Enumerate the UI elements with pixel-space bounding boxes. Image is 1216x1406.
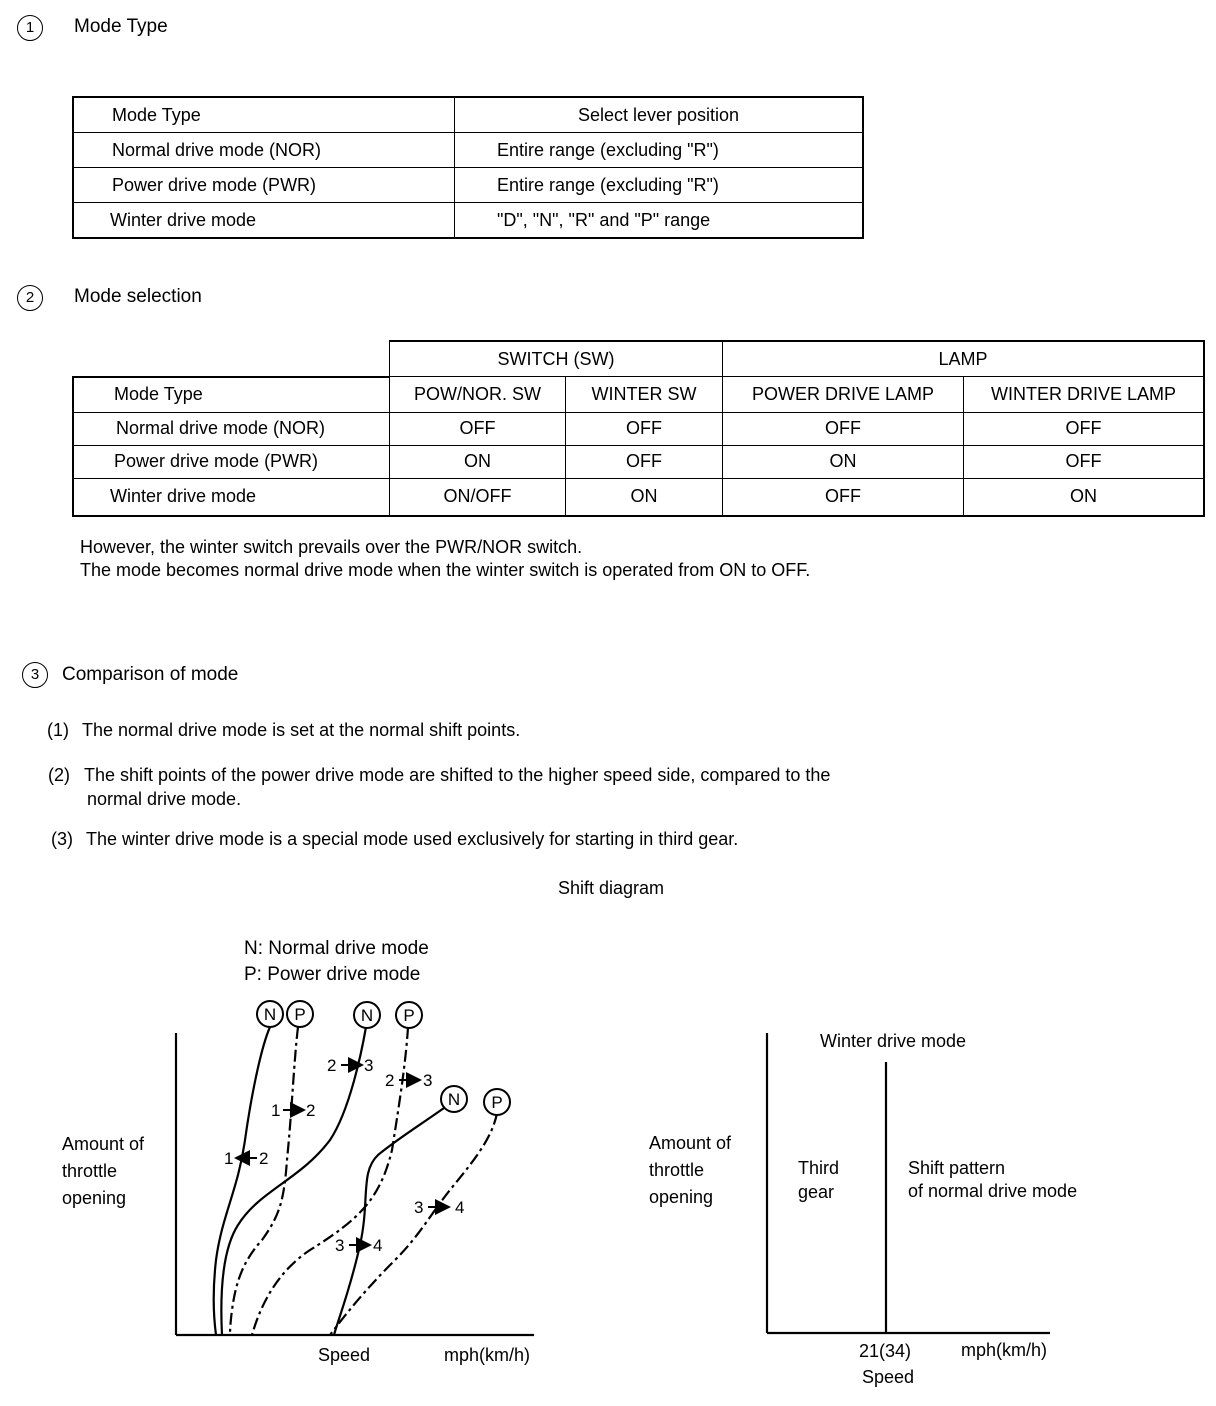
legend-power: P: Power drive mode (244, 964, 421, 985)
note-mode-becomes-normal: The mode becomes normal drive mode when the winter switch is operated from ON to OFF. (80, 560, 811, 580)
left-ylabel-line2: throttle (62, 1161, 118, 1181)
svg-text:3: 3 (364, 1056, 374, 1075)
svg-text:4: 4 (455, 1198, 465, 1217)
svg-text:N: N (447, 1090, 461, 1109)
section-number-1: 1 (17, 15, 43, 41)
cell-value: ON (566, 478, 723, 516)
svg-text:3: 3 (414, 1198, 424, 1217)
cell-lever: Entire range (excluding "R") (455, 168, 864, 203)
cell-value: OFF (723, 478, 964, 516)
section-title-mode-type: Mode Type (74, 16, 168, 37)
cell-value: OFF (566, 412, 723, 445)
cell-mode: Normal drive mode (NOR) (73, 412, 390, 445)
list-item-num: (1) (47, 720, 69, 740)
region-shift-pattern-line1: Shift pattern (908, 1158, 1006, 1178)
section-title-mode-selection: Mode selection (74, 286, 202, 307)
marker-n-3 (441, 1086, 467, 1112)
shift-label-1-2-power (271, 1101, 315, 1120)
svg-text:N: N (360, 1006, 374, 1025)
section-title-comparison: Comparison of mode (62, 664, 239, 685)
left-xlabel: Speed (318, 1345, 371, 1365)
cell-value: ON (723, 445, 964, 478)
shift-label-2-3-power (385, 1071, 432, 1090)
header-mode-type: Mode Type (73, 97, 455, 133)
group-header-switch: SWITCH (SW) (390, 341, 723, 377)
svg-text:P: P (403, 1006, 415, 1025)
cell-value: ON (964, 478, 1205, 516)
list-item-num: (3) (51, 829, 73, 849)
header-winter-sw: WINTER SW (566, 377, 723, 413)
svg-text:4: 4 (373, 1236, 383, 1255)
list-item-num: (2) (48, 765, 70, 785)
cell-value: ON/OFF (390, 478, 566, 516)
list-item-text: The shift points of the power drive mode are shifted to the higher speed side, compared to the (84, 765, 831, 785)
header-winter-drive-lamp: WINTER DRIVE LAMP (964, 377, 1205, 413)
svg-text:P: P (491, 1093, 503, 1112)
cell-value: OFF (964, 445, 1205, 478)
cell-value: OFF (964, 412, 1205, 445)
section-number-3: 3 (22, 662, 48, 688)
header-mode-type: Mode Type (73, 377, 390, 413)
header-power-drive-lamp: POWER DRIVE LAMP (723, 377, 964, 413)
cell-value: ON (390, 445, 566, 478)
svg-text:2: 2 (306, 1101, 316, 1120)
right-unit: mph(km/h) (961, 1340, 1048, 1360)
list-item-text-continued: normal drive mode. (87, 789, 242, 809)
right-ylabel-line1: Amount of (649, 1133, 732, 1153)
marker-p-1 (287, 1001, 313, 1027)
marker-p-2 (396, 1002, 422, 1028)
svg-text:3: 3 (335, 1236, 345, 1255)
svg-text:2: 2 (385, 1071, 395, 1090)
left-ylabel-line3: opening (62, 1188, 127, 1208)
cell-mode: Normal drive mode (NOR) (73, 133, 455, 168)
right-ylabel-line2: throttle (649, 1160, 705, 1180)
list-item-text: The winter drive mode is a special mode used exclusively for starting in third gear. (86, 829, 739, 849)
svg-text:2: 2 (327, 1056, 337, 1075)
marker-p-3 (484, 1089, 510, 1115)
group-header-lamp: LAMP (723, 341, 1205, 377)
left-unit: mph(km/h) (444, 1345, 531, 1365)
shift-label-2-3-normal (327, 1056, 373, 1075)
region-shift-pattern-line2: of normal drive mode (908, 1181, 1078, 1201)
svg-text:N: N (263, 1005, 277, 1024)
svg-text:1: 1 (224, 1149, 234, 1168)
note-winter-switch-prevails: However, the winter switch prevails over the PWR/NOR switch. (80, 537, 583, 557)
cell-mode: Winter drive mode (73, 203, 455, 239)
cell-lever: Entire range (excluding "R") (455, 133, 864, 168)
section-number-2: 2 (17, 285, 43, 311)
diagram-title: Shift diagram (557, 878, 665, 898)
shift-label-3-4-power (414, 1198, 464, 1217)
marker-n-1 (257, 1001, 283, 1027)
speed-tick-value: 21(34) (859, 1341, 912, 1361)
cell-value: OFF (390, 412, 566, 445)
region-third-gear-line2: gear (798, 1182, 835, 1202)
svg-text:3: 3 (423, 1071, 433, 1090)
cell-mode: Power drive mode (PWR) (73, 168, 455, 203)
cell-value: OFF (723, 412, 964, 445)
header-pow-nor-sw: POW/NOR. SW (390, 377, 566, 413)
shift-label-1-2-normal (224, 1149, 268, 1168)
cell-value: OFF (566, 445, 723, 478)
svg-text:1: 1 (271, 1101, 281, 1120)
winter-drive-mode-title: Winter drive mode (820, 1031, 967, 1051)
cell-lever: "D", "N", "R" and "P" range (455, 203, 864, 239)
region-third-gear-line1: Third (798, 1158, 840, 1178)
left-ylabel-line1: Amount of (62, 1134, 145, 1154)
cell-mode: Winter drive mode (73, 478, 390, 516)
svg-text:2: 2 (259, 1149, 269, 1168)
header-select-lever-position: Select lever position (455, 97, 864, 133)
curve-1-2-power (230, 1027, 298, 1335)
right-xlabel: Speed (862, 1367, 915, 1387)
svg-text:P: P (294, 1005, 306, 1024)
list-item-text: The normal drive mode is set at the normal shift points. (82, 720, 521, 740)
cell-mode: Power drive mode (PWR) (73, 445, 390, 478)
right-ylabel-line3: opening (649, 1187, 714, 1207)
marker-n-2 (354, 1002, 380, 1028)
legend-normal: N: Normal drive mode (244, 938, 429, 959)
curve-3-4-power (330, 1113, 497, 1335)
